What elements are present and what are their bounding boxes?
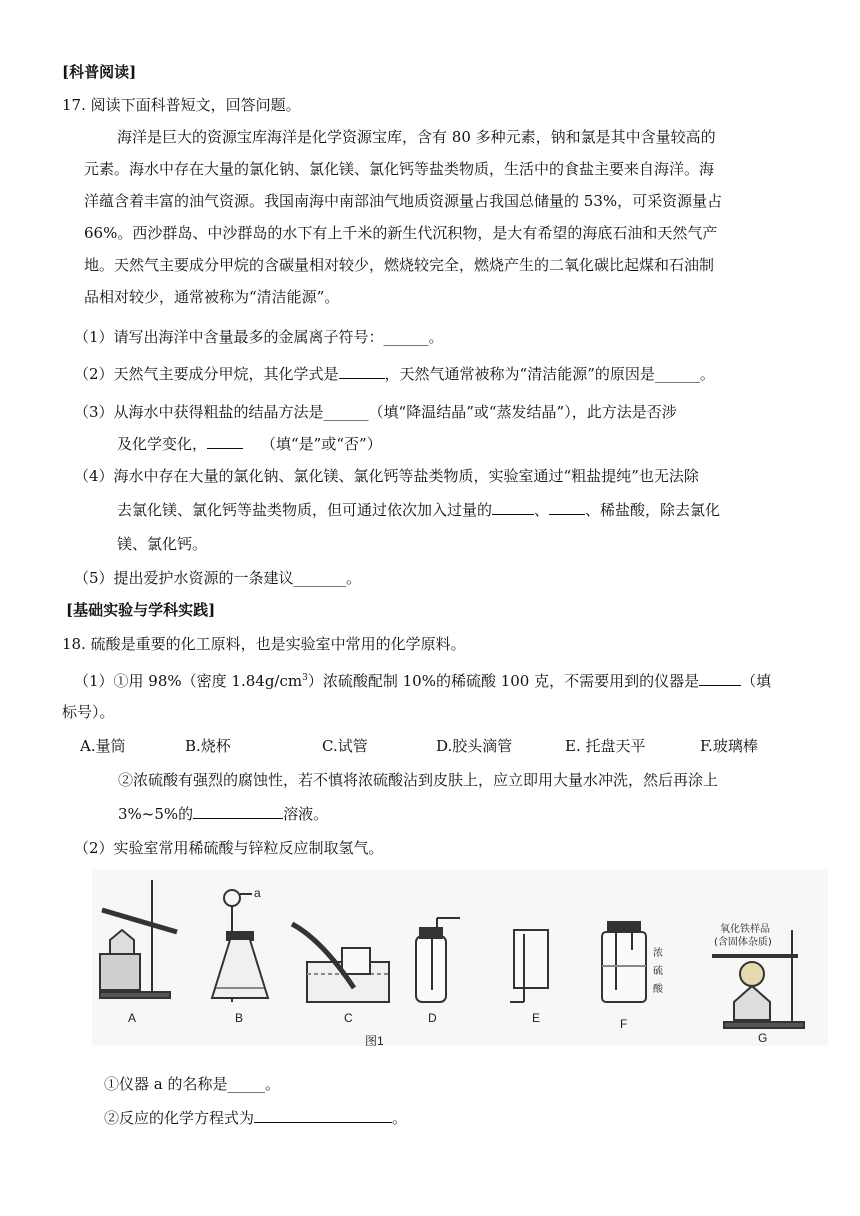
q17-sub-4-line-1: （4）海水中存在大量的氯化钠、氯化镁、氯化钙等盐类物质，实验室通过“粗盐提纯”也无法除 bbox=[74, 467, 699, 485]
fig-g-text-2: (含固体杂质) bbox=[714, 937, 772, 948]
q17-para-line-3: 洋蕴含着丰富的油气资源。我国南海中南部油气地质资源量占我国总储量的 53%，可采资源量占 bbox=[84, 192, 723, 210]
q18-question-ii-text: ②反应的化学方程式为 bbox=[104, 1109, 255, 1127]
q18-sub-1-line-3: ②浓硫酸有强烈的腐蚀性，若不慎将浓硫酸沾到皮肤上，应立即用大量水冲洗，然后再涂上 bbox=[118, 771, 719, 789]
option-d: D.胶头滴管 bbox=[436, 737, 513, 755]
fig-g-text-1: 氧化铁样品 bbox=[720, 924, 770, 935]
figure-caption: 图1 bbox=[365, 1034, 384, 1046]
option-f: F.玻璃棒 bbox=[700, 737, 758, 755]
q17-sub-4-part-a: 去氯化镁、氯化钙等盐类物质，但可通过依次加入过量的 bbox=[117, 501, 493, 519]
q18-sub-1-part-f: 溶液。 bbox=[283, 805, 329, 823]
q18-sub-1-part-a: （1）①用 98%（密度 1.84g/cm bbox=[74, 672, 303, 690]
option-e: E. 托盘天平 bbox=[565, 737, 646, 755]
fig-f-text-3: 酸 bbox=[653, 984, 663, 995]
q18-sub-1-line-1 bbox=[74, 668, 771, 691]
q17-sub-3-part-a: 及化学变化， bbox=[117, 435, 208, 453]
apparatus-figure bbox=[92, 870, 828, 1046]
label-b: B bbox=[235, 1011, 244, 1025]
q17-sub-2-part-b: ，天然气通常被称为“清洁能源”的原因是______。 bbox=[384, 365, 715, 383]
q17-sub-3-line-2 bbox=[117, 434, 382, 454]
answer-blank[interactable] bbox=[549, 500, 585, 515]
option-a: A.量筒 bbox=[80, 737, 126, 755]
q17-para-line-2: 元素。海水中存在大量的氯化钠、氯化镁、氯化钙等盐类物质，生活中的食盐主要来自海洋。海 bbox=[84, 160, 715, 178]
answer-blank[interactable] bbox=[207, 434, 243, 449]
label-d: D bbox=[428, 1011, 437, 1025]
answer-blank[interactable] bbox=[254, 1108, 392, 1123]
q17-sub-3-line-1: （3）从海水中获得粗盐的结晶方法是______（填“降温结晶”或“蒸发结晶”），此方法是否涉 bbox=[74, 403, 677, 421]
section-heading-reading: [科普阅读] bbox=[62, 63, 137, 81]
answer-blank[interactable] bbox=[193, 804, 283, 819]
label-g: G bbox=[758, 1031, 768, 1045]
q17-para-line-5: 地。天然气主要成分甲烷的含碳量相对较少，燃烧较完全，燃烧产生的二氧化碳比起煤和石油制 bbox=[84, 256, 715, 274]
q18-sub-1-part-c: （填 bbox=[741, 672, 772, 690]
fig-f-text-1: 浓 bbox=[653, 948, 663, 959]
label-a: A bbox=[128, 1011, 137, 1025]
q17-sub-2-part-a: （2）天然气主要成分甲烷，其化学式是 bbox=[74, 365, 339, 383]
q17-sub-3-part-b: （填“是”或“否”） bbox=[261, 435, 382, 453]
q18-sub-1-part-b: ）浓硫酸配制 10%的稀硫酸 100 克，不需要用到的仪器是 bbox=[307, 672, 700, 690]
answer-blank[interactable] bbox=[492, 500, 534, 515]
q17-sub-4-part-b: 、稀盐酸，除去氯化 bbox=[585, 501, 721, 519]
fig-f-text-2: 硫 bbox=[653, 966, 663, 977]
label-a-marker: a bbox=[254, 886, 261, 900]
superscript-3: 3 bbox=[302, 673, 308, 683]
q17-sub-4-sep: 、 bbox=[534, 501, 550, 519]
q17-sub-4-line-2 bbox=[117, 500, 720, 520]
q17-sub-2 bbox=[74, 364, 715, 384]
q18-sub-1-part-e: 3%~5%的 bbox=[118, 805, 194, 823]
label-e: E bbox=[532, 1011, 541, 1025]
q18-sub-1-line-2: 标号）。 bbox=[62, 703, 115, 721]
option-b: B.烧杯 bbox=[185, 737, 231, 755]
q17-sub-5: （5）提出爱护水资源的一条建议_______。 bbox=[74, 569, 362, 587]
answer-blank[interactable] bbox=[699, 671, 741, 686]
q17-para-line-1: 海洋是巨大的资源宝库海洋是化学资源宝库，含有 80 多种元素，钠和氯是其中含量较高的 bbox=[117, 128, 716, 146]
q17-sub-1: （1）请写出海洋中含量最多的金属离子符号：______。 bbox=[74, 328, 444, 346]
q18-sub-1-line-4 bbox=[118, 804, 328, 824]
q18-question-ii: ②反应的化学方程式为 。 bbox=[104, 1109, 408, 1127]
section-heading-experiment: [基础实验与学科实践] bbox=[66, 601, 216, 619]
q17-title: 17. 阅读下面科普短文，回答问题。 bbox=[62, 96, 301, 114]
q17-sub-4-line-3: 镁、氯化钙。 bbox=[117, 535, 208, 553]
q18-question-i: ①仪器 a 的名称是_____。 bbox=[104, 1075, 280, 1093]
option-c: C.试管 bbox=[322, 737, 368, 755]
q18-title: 18. 硫酸是重要的化工原料，也是实验室中常用的化学原料。 bbox=[62, 635, 466, 653]
apparatus-f bbox=[602, 922, 646, 1002]
q17-para-line-6: 品相对较少，通常被称为“清洁能源”。 bbox=[84, 288, 340, 306]
answer-blank[interactable] bbox=[339, 364, 385, 379]
q18-sub-2: （2）实验室常用稀硫酸与锌粒反应制取氢气。 bbox=[74, 839, 384, 857]
label-c: C bbox=[344, 1011, 353, 1025]
label-f: F bbox=[620, 1017, 628, 1031]
q17-para-line-4: 66%。西沙群岛、中沙群岛的水下有上千米的新生代沉积物，是大有希望的海底石油和天然气产 bbox=[84, 224, 718, 242]
